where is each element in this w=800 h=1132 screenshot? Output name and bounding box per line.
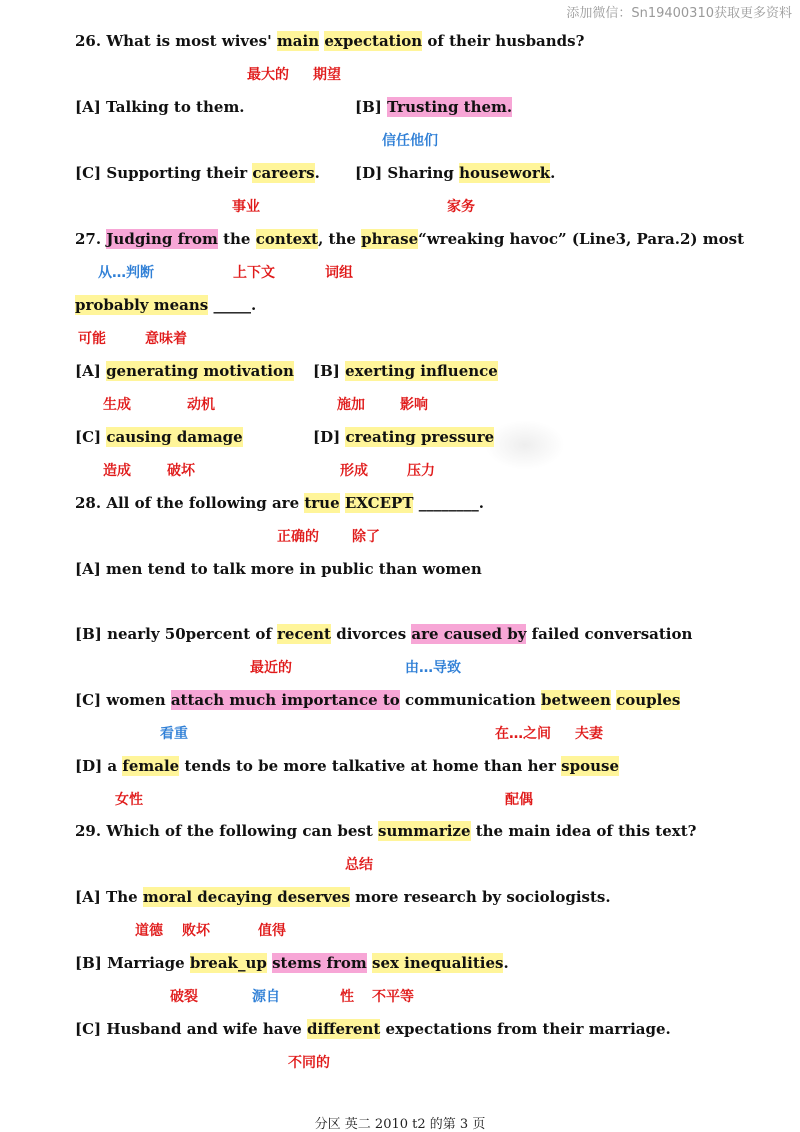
q26-option-b: [B] Trusting them. [355, 98, 513, 116]
q26-option-a: [A] Talking to them. [75, 98, 245, 116]
q27-option-b-annotation-2: 影响 [400, 397, 428, 413]
q28-option-c: [C] women attach much importance to communication between couples [75, 691, 681, 709]
q27-option-d-annotation-2: 压力 [407, 463, 435, 479]
scan-smudge [485, 420, 565, 470]
q29-option-b-annotation-3: 性 [340, 989, 354, 1005]
q28-annotation-true: 正确的 [277, 529, 319, 545]
q26-option-c: [C] Supporting their careers. [75, 164, 320, 182]
q29-option-c: [C] Husband and wife have different expectations from their marriage. [75, 1020, 671, 1038]
q27-option-c-annotation-1: 造成 [103, 463, 131, 479]
q28-option-d-annotation-2: 配偶 [505, 792, 533, 808]
q29-option-a-annotation-2: 败坏 [182, 923, 210, 939]
q29-option-a-annotation-1: 道德 [135, 923, 163, 939]
q28-option-d-annotation-1: 女性 [115, 792, 143, 808]
q29-option-a-annotation-3: 值得 [258, 923, 286, 939]
q26-annotation-main: 最大的 [247, 67, 289, 83]
q29-option-b-annotation-2: 源自 [252, 989, 280, 1005]
q29-option-b: [B] Marriage break_up stems from sex inequalities. [75, 954, 509, 972]
q27-option-b-annotation-1: 施加 [337, 397, 365, 413]
q29-option-c-annotation-1: 不同的 [288, 1055, 330, 1071]
q29-option-a: [A] The moral decaying deserves more research by sociologists. [75, 888, 611, 906]
q28-option-c-annotation-1: 看重 [160, 726, 188, 742]
q28-option-b: [B] nearly 50percent of recent divorces are caused by failed conversation [75, 625, 693, 643]
q27-option-c-annotation-2: 破坏 [167, 463, 195, 479]
watermark: 添加微信：Sn19400310获取更多资料 [566, 6, 792, 21]
q27-annotation-phrase: 词组 [325, 265, 353, 281]
q28-option-d: [D] a female tends to be more talkative at home than her spouse [75, 757, 620, 775]
q26-option-c-annotation: 事业 [232, 199, 260, 215]
q29-option-b-annotation-4: 不平等 [372, 989, 414, 1005]
q29-option-b-annotation-1: 破裂 [170, 989, 198, 1005]
q26-option-d-annotation: 家务 [447, 199, 475, 215]
q28-option-a: [A] men tend to talk more in public than women [75, 560, 482, 578]
q27-option-a: [A] generating motivation [75, 362, 294, 380]
q26-question: 26. What is most wives' main expectation of their husbands? [75, 32, 585, 50]
q27-option-a-annotation-1: 生成 [103, 397, 131, 413]
q28-option-b-annotation-1: 最近的 [250, 660, 292, 676]
q27-option-d: [D] creating pressure [313, 428, 495, 446]
q27-annotation-means: 意味着 [145, 331, 187, 347]
q26-option-d: [D] Sharing housework. [355, 164, 556, 182]
q27-option-c: [C] causing damage [75, 428, 243, 446]
q27-option-b: [B] exerting influence [313, 362, 498, 380]
q27-question: 27. Judging from the context, the phrase“wreaking havoc” (Line3, Para.2) most [75, 230, 745, 248]
q28-annotation-except: 除了 [352, 529, 380, 545]
page-footer: 分区 英二 2010 t2 的第 3 页 [314, 1117, 486, 1132]
q28-question: 28. All of the following are true EXCEPT ________. [75, 494, 484, 512]
q27-annotation-probably: 可能 [78, 331, 106, 347]
q27-question-line2: probably means _____. [75, 296, 257, 314]
q28-option-b-annotation-2: 由…导致 [405, 660, 461, 676]
q29-question: 29. Which of the following can best summarize the main idea of this text? [75, 822, 697, 840]
q26-annotation-expectation: 期望 [313, 67, 341, 83]
q28-option-c-annotation-3: 夫妻 [575, 726, 603, 742]
q27-annotation-context: 上下文 [233, 265, 275, 281]
q27-option-d-annotation-1: 形成 [340, 463, 368, 479]
q26-option-b-annotation: 信任他们 [382, 133, 438, 149]
q28-option-c-annotation-2: 在…之间 [495, 726, 551, 742]
q27-option-a-annotation-2: 动机 [187, 397, 215, 413]
q27-annotation-judging: 从…判断 [98, 265, 154, 281]
q29-annotation-summarize: 总结 [345, 857, 373, 873]
